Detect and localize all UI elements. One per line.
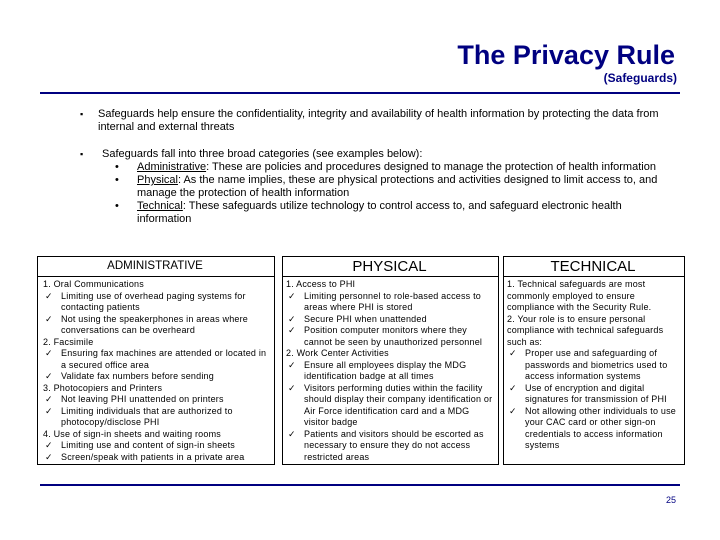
checklist-item <box>43 452 271 464</box>
numbered-heading: 2. Your role is to ensure personal compliance with technical safeguards such as: <box>507 313 664 347</box>
checklist-item <box>507 383 682 406</box>
checklist-item-text: Proper use and safeguarding of passwords and biometrics used to access information systems <box>525 348 668 381</box>
checklist-item <box>43 440 271 452</box>
checklist-item-text: Limiting use and content of sign-in sheets <box>61 440 235 450</box>
administrative-header: ADMINISTRATIVE <box>107 260 203 272</box>
checklist-item-text: Position computer monitors where they cannot be seen by unauthorized personnel <box>304 325 483 347</box>
checkmark-icon: ✓ <box>288 325 296 335</box>
checklist-item-text: Use of encryption and digital signatures for transmission of PHI <box>525 382 667 404</box>
checklist-item <box>43 314 271 337</box>
checklist-item-text: Limiting personnel to role-based access to areas where PHI is stored <box>304 290 481 312</box>
checklist-item-text: Patients and visitors should be escorted as necessary to ensure they do not access restricted areas <box>304 428 484 462</box>
technical-list <box>507 279 682 452</box>
checkmark-icon: ✓ <box>45 371 53 381</box>
checklist-item <box>286 360 496 383</box>
checklist-item <box>286 314 496 326</box>
bullet-item <box>80 108 670 134</box>
checklist-item-text: Not using the speakerphones in areas where conversations can be overheard <box>61 313 249 335</box>
checkmark-icon: ✓ <box>288 359 296 370</box>
checklist-item-text: Limiting use of overhead paging systems for contacting patients <box>61 290 246 312</box>
checklist-item <box>43 348 271 371</box>
sub-bullet-technical <box>80 200 670 226</box>
checklist-item <box>43 291 271 314</box>
checkmark-icon: ✓ <box>288 290 296 301</box>
dot-bullet-icon: • <box>115 161 119 173</box>
checkmark-icon: ✓ <box>45 290 53 301</box>
bullet-text: Safeguards fall into three broad categories (see examples below): <box>102 148 423 160</box>
checkmark-icon: ✓ <box>288 428 296 439</box>
checkmark-icon: ✓ <box>45 348 53 358</box>
checklist-item <box>43 394 271 406</box>
checklist-item-text: Screen/speak with patients in a private area <box>61 451 245 462</box>
top-divider <box>40 92 680 94</box>
checklist-item-text: Limiting individuals that are authorized to photocopy/disclose PHI <box>61 405 233 427</box>
checklist-item-text: Not allowing other individuals to use your CAC card or other sign-on credentials to access information systems <box>525 405 676 450</box>
numbered-heading: 3. Photocopiers and Printers <box>43 382 163 393</box>
checklist-item <box>43 406 271 429</box>
checkmark-icon: ✓ <box>45 440 53 450</box>
checklist-item-text: Ensure all employees display the MDG identification badge at all times <box>304 359 467 381</box>
checklist-item-text: Not leaving PHI unattended on printers <box>61 394 224 404</box>
checklist-item <box>286 429 496 464</box>
checklist-item-text: Secure PHI when unattended <box>304 313 427 324</box>
bullet-text: Safeguards help ensure the confidentiality, integrity and availability of health information by protecting the data from internal and external threats <box>98 108 659 133</box>
physical-list <box>286 279 496 463</box>
sub-bullet-text: : These safeguards utilize technology to control access to, and safeguard electronic health information <box>137 200 622 225</box>
numbered-heading: 2. Facsimile <box>43 336 94 347</box>
checkmark-icon: ✓ <box>45 394 53 404</box>
numbered-heading: 1. Technical safeguards are most commonly employed to ensure compliance with the Security Rule. <box>507 279 652 312</box>
checklist-item <box>43 371 271 383</box>
sub-bullet-text: : These are policies and procedures designed to manage the protection of health information <box>206 161 656 173</box>
checklist-item-text: Visitors performing duties within the facility should display their company identification or Air Force identification card and a MDG visitor badge <box>304 382 493 427</box>
checklist-item-text: Validate fax numbers before sending <box>61 371 214 381</box>
bottom-divider <box>40 484 680 486</box>
checkmark-icon: ✓ <box>45 451 53 462</box>
bullet-list <box>80 108 670 226</box>
checkmark-icon: ✓ <box>509 348 517 358</box>
checkmark-icon: ✓ <box>509 382 517 393</box>
physical-header: PHYSICAL <box>352 258 427 275</box>
checklist-item <box>507 348 682 383</box>
numbered-heading: 4. Use of sign-in sheets and waiting rooms <box>43 428 221 439</box>
checkmark-icon: ✓ <box>288 313 296 324</box>
term-technical: Technical <box>137 200 183 212</box>
checklist-item <box>286 383 496 429</box>
square-bullet-icon: ▪ <box>80 109 84 119</box>
checkmark-icon: ✓ <box>509 405 517 416</box>
slide-subtitle: (Safeguards) <box>603 71 677 85</box>
numbered-heading: 2. Work Center Activities <box>286 348 389 358</box>
square-bullet-icon: ▪ <box>80 149 84 159</box>
numbered-heading: 1. Access to PHI <box>286 279 356 289</box>
numbered-heading: 1. Oral Communications <box>43 279 144 289</box>
term-administrative: Administrative <box>137 161 207 173</box>
checklist-item <box>286 325 496 348</box>
page-number: 25 <box>665 495 676 505</box>
checklist-item <box>507 406 682 452</box>
dot-bullet-icon: • <box>115 174 119 186</box>
checklist-item-text: Ensuring fax machines are attended or located in a secured office area <box>61 348 267 370</box>
slide-title: The Privacy Rule <box>457 40 675 70</box>
checkmark-icon: ✓ <box>288 382 296 393</box>
checklist-item <box>286 291 496 314</box>
checkmark-icon: ✓ <box>45 313 53 324</box>
bullet-item <box>80 148 670 161</box>
sub-bullet-administrative <box>80 161 670 174</box>
dot-bullet-icon: • <box>115 200 119 212</box>
checkmark-icon: ✓ <box>45 405 53 416</box>
administrative-list <box>43 279 271 463</box>
sub-bullet-text: : As the name implies, these are physical protections and activities designed to limit access to, and manage the protection of health information <box>137 174 658 199</box>
technical-header: TECHNICAL <box>550 258 636 275</box>
term-physical: Physical <box>137 174 178 186</box>
sub-bullet-physical <box>80 174 670 200</box>
